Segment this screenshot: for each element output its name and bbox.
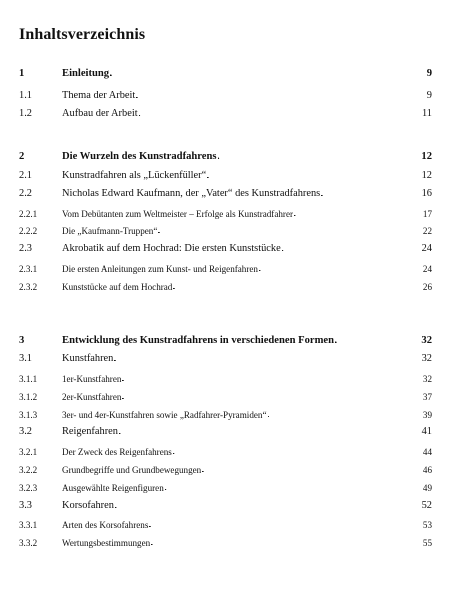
toc-text: Grundbegriffe und Grundbewegungen xyxy=(62,465,202,475)
toc-number: 2.3.2 xyxy=(19,282,38,292)
dot-leader xyxy=(294,207,422,220)
toc-entry-3-3[interactable] xyxy=(19,498,432,512)
toc-entry-3-1-3[interactable] xyxy=(19,407,432,421)
dot-leader xyxy=(218,151,421,163)
toc-page-number: 46 xyxy=(422,465,432,475)
toc-number: 3.2.1 xyxy=(19,447,38,457)
dot-leader xyxy=(149,518,422,531)
toc-number: 3.2.3 xyxy=(19,483,38,493)
toc-page-number: 53 xyxy=(422,520,432,530)
toc-entry-2-3-2[interactable] xyxy=(19,279,432,293)
toc-number: 3.2 xyxy=(19,426,32,437)
dot-leader xyxy=(335,335,420,347)
toc-number: 2.2.2 xyxy=(19,226,38,236)
toc-page-number: 55 xyxy=(422,538,432,548)
dot-leader xyxy=(321,188,420,200)
toc-number: 2.3.1 xyxy=(19,264,38,274)
toc-text: Korsofahren xyxy=(62,500,114,511)
toc-number: 3.3 xyxy=(19,500,32,511)
toc-entry-3-3-2[interactable] xyxy=(19,535,432,549)
dot-leader xyxy=(139,108,421,120)
toc-entry-3-1[interactable] xyxy=(19,351,432,365)
toc-entry-chapter-2[interactable] xyxy=(19,149,432,163)
toc-number: 3.1 xyxy=(19,353,32,364)
toc-text: Aufbau der Arbeit xyxy=(62,108,138,119)
dot-leader xyxy=(207,170,420,182)
toc-number: 1.1 xyxy=(19,90,32,101)
toc-text: 2er-Kunstfahren xyxy=(62,392,122,402)
dot-leader xyxy=(282,243,421,255)
toc-entry-1-1[interactable] xyxy=(19,88,432,102)
toc-page-number: 32 xyxy=(421,335,432,346)
toc-text: Entwicklung des Kunstradfahrens in verschiedenen Formen xyxy=(62,335,335,346)
toc-entry-2-2-1[interactable] xyxy=(19,206,432,220)
toc-text: Der Zweck des Reigenfahrens xyxy=(62,447,172,457)
toc-number: 2.2 xyxy=(19,188,32,199)
toc-page-number: 9 xyxy=(426,68,432,79)
toc-text: Einleitung xyxy=(62,68,110,79)
toc-entry-1-2[interactable] xyxy=(19,106,432,120)
toc-page-number: 41 xyxy=(421,426,432,437)
toc-entry-2-3-1[interactable] xyxy=(19,261,432,275)
dot-leader xyxy=(202,463,422,476)
toc-number: 2.2.1 xyxy=(19,209,38,219)
toc-entry-2-3[interactable] xyxy=(19,241,432,255)
toc-text: Kunstfahren xyxy=(62,353,114,364)
dot-leader xyxy=(115,500,421,512)
toc-text: Kunstradfahren als „Lückenfüller“ xyxy=(62,170,207,181)
toc-page-number: 26 xyxy=(422,282,432,292)
toc-page-number: 16 xyxy=(421,188,432,199)
toc-number: 3.2.2 xyxy=(19,465,38,475)
dot-leader xyxy=(158,224,422,237)
toc-text: Die Wurzeln des Kunstradfahrens xyxy=(62,151,217,162)
toc-entry-3-2-3[interactable] xyxy=(19,480,432,494)
toc-text: Vom Debütanten zum Weltmeister – Erfolge als Kunstradfahrer xyxy=(62,209,294,219)
dot-leader xyxy=(259,262,422,275)
toc-page-number: 44 xyxy=(422,447,432,457)
dot-leader xyxy=(110,68,426,80)
toc-entry-chapter-3[interactable] xyxy=(19,333,432,347)
toc-text: Reigenfahren xyxy=(62,426,118,437)
toc-page-number: 49 xyxy=(422,483,432,493)
dot-leader xyxy=(114,353,420,365)
toc-number: 1 xyxy=(19,68,25,79)
toc-entry-chapter-1[interactable] xyxy=(19,66,432,80)
toc-entry-3-1-2[interactable] xyxy=(19,389,432,403)
dot-leader xyxy=(119,426,421,438)
dot-leader xyxy=(151,536,422,549)
toc-entry-3-2-2[interactable] xyxy=(19,462,432,476)
dot-leader xyxy=(122,372,421,385)
toc-text: Ausgewählte Reigenfiguren xyxy=(62,483,164,493)
toc-page-number: 32 xyxy=(421,353,432,364)
toc-number: 3.3.1 xyxy=(19,520,38,530)
toc-number: 3.1.1 xyxy=(19,374,38,384)
toc-page-number: 39 xyxy=(422,410,432,420)
toc-page-number: 12 xyxy=(421,151,432,162)
toc-text: 1er-Kunstfahren xyxy=(62,374,122,384)
toc-number: 2 xyxy=(19,151,25,162)
toc-text: Akrobatik auf dem Hochrad: Die ersten Kunststücke xyxy=(62,243,281,254)
toc-entry-3-1-1[interactable] xyxy=(19,371,432,385)
toc-entry-2-2-2[interactable] xyxy=(19,223,432,237)
toc-page-number: 12 xyxy=(421,170,432,181)
toc-number: 3.1.3 xyxy=(19,410,38,420)
toc-page-number: 9 xyxy=(426,90,432,101)
toc-page-number: 11 xyxy=(421,108,432,119)
toc-page-number: 24 xyxy=(422,264,432,274)
dot-leader xyxy=(268,408,422,421)
toc-entry-3-2-1[interactable] xyxy=(19,444,432,458)
toc-number: 2.3 xyxy=(19,243,32,254)
toc-number: 3.3.2 xyxy=(19,538,38,548)
toc-text: Kunststücke auf dem Hochrad xyxy=(62,282,173,292)
toc-text: Wertungsbestimmungen xyxy=(62,538,151,548)
toc-text: Die ersten Anleitungen zum Kunst- und Reigenfahren xyxy=(62,264,258,274)
toc-number: 3.1.2 xyxy=(19,392,38,402)
dot-leader xyxy=(165,481,422,494)
toc-page-number: 17 xyxy=(422,209,432,219)
toc-entry-2-2[interactable] xyxy=(19,186,432,200)
toc-page-number: 37 xyxy=(422,392,432,402)
toc-page-number: 52 xyxy=(421,500,432,511)
toc-number: 2.1 xyxy=(19,170,32,181)
toc-entry-3-2[interactable] xyxy=(19,424,432,438)
toc-number: 1.2 xyxy=(19,108,32,119)
toc-text: Thema der Arbeit xyxy=(62,90,136,101)
toc-text: Die „Kaufmann-Truppen“ xyxy=(62,226,158,236)
toc-entry-2-1[interactable] xyxy=(19,168,432,182)
dot-leader xyxy=(173,280,422,293)
toc-page-number: 24 xyxy=(421,243,432,254)
toc-text: Arten des Korsofahrens xyxy=(62,520,149,530)
page-title: Inhaltsverzeichnis xyxy=(19,26,146,43)
toc-number: 3 xyxy=(19,335,25,346)
dot-leader xyxy=(173,445,422,458)
toc-entry-3-3-1[interactable] xyxy=(19,517,432,531)
dot-leader xyxy=(136,90,426,102)
toc-page-number: 32 xyxy=(422,374,432,384)
toc-text: Nicholas Edward Kaufmann, der „Vater“ des Kunstradfahrens xyxy=(62,188,321,199)
toc-page-number: 22 xyxy=(422,226,432,236)
dot-leader xyxy=(122,390,421,403)
toc-text: 3er- und 4er-Kunstfahren sowie „Radfahrer-Pyramiden“ xyxy=(62,410,267,420)
